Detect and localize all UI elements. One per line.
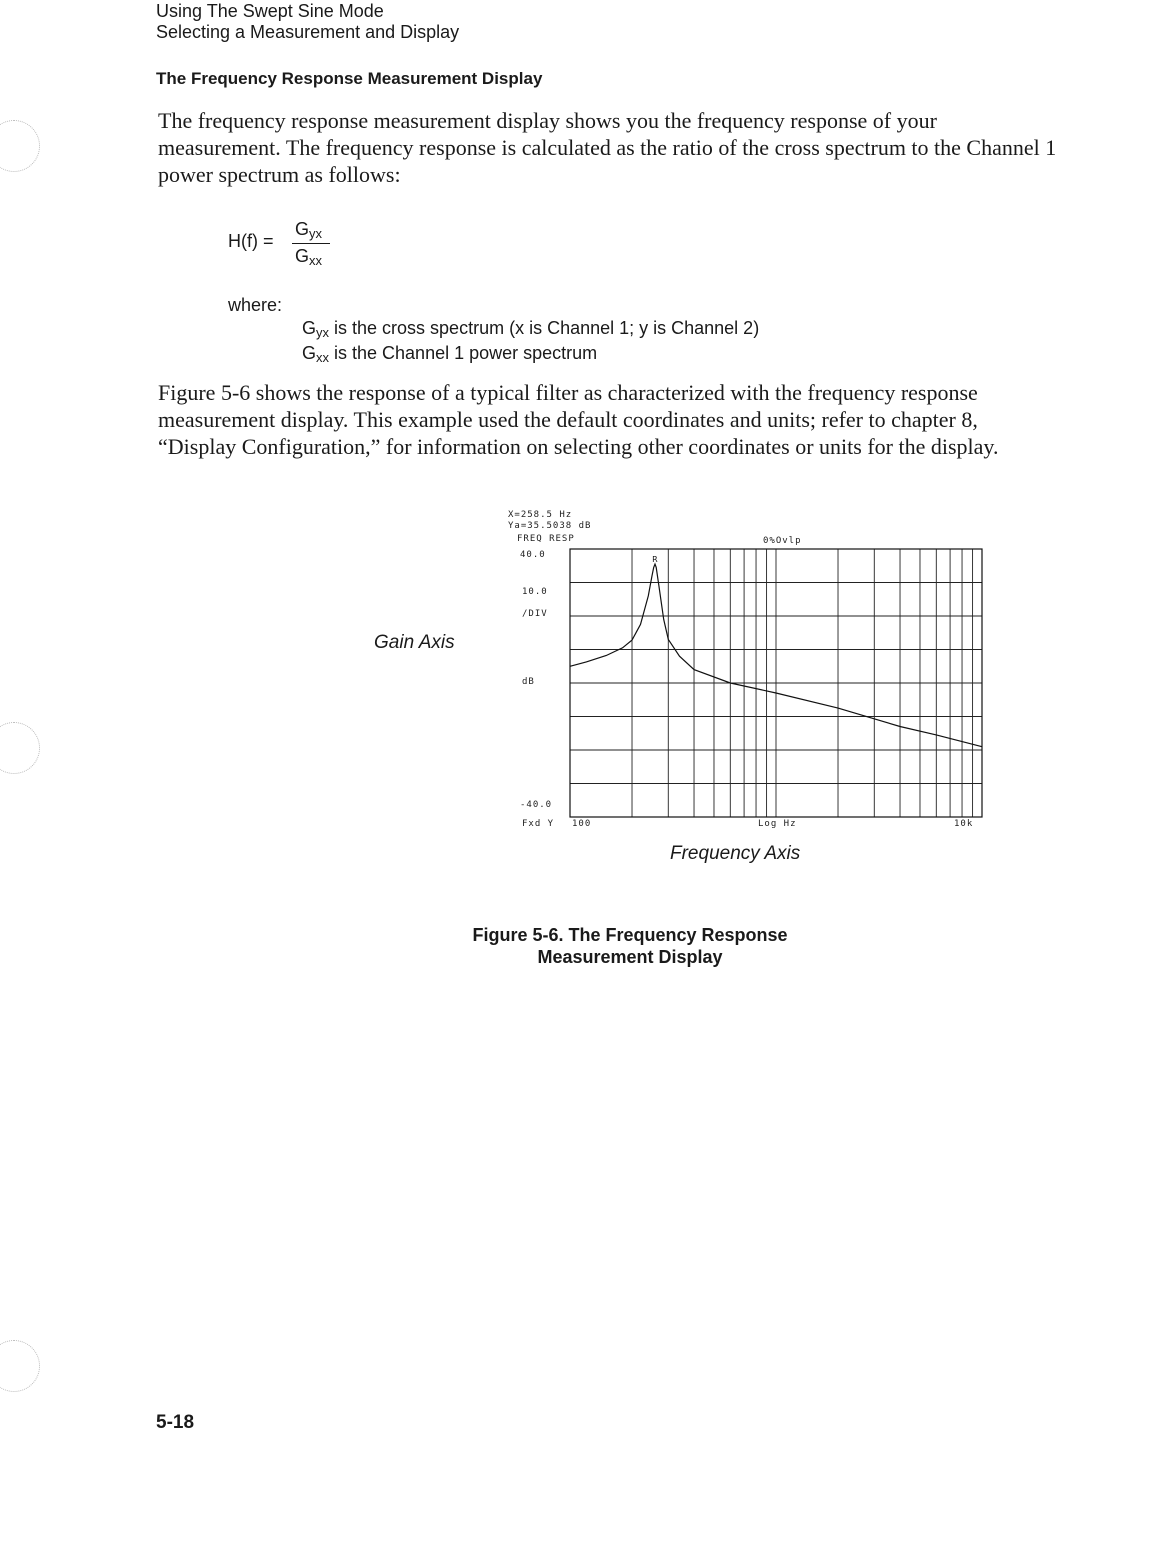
equation-lhs: H(f) = — [228, 231, 274, 251]
running-header-section: Selecting a Measurement and Display — [156, 22, 460, 42]
marker-glyph: R — [652, 555, 658, 565]
binder-hole-mark — [0, 1340, 40, 1392]
equation-denominator: $G_{xx}$ — [295, 246, 323, 268]
figure-caption — [430, 924, 830, 968]
gain-axis-callout: Gain Axis — [374, 632, 455, 653]
y-unit-label: dB — [522, 677, 535, 687]
figure-description-paragraph: Figure 5-6 shows the response of a typical filter as characterized with the frequency response measurement display. This example used the default coordinates and units; refer to chapter 8, “Display Configuration,” for information on selecting other coordinates or units for the display. — [158, 380, 999, 459]
definition-gyx: $G_{yx}$ is the cross spectrum (x is Channel 1; y is Channel 2) — [302, 318, 760, 340]
y-mode-label: Fxd Y — [522, 819, 555, 829]
intro-paragraph: The frequency response measurement display shows you the frequency response of your measurement. The frequency response is calculated as the ratio of the cross spectrum to the Channel 1 power spectrum as follows: — [158, 108, 1057, 187]
binder-hole-mark — [0, 722, 40, 774]
marker-y-readout: Ya=35.5038 dB — [508, 521, 592, 531]
y-scale-unit: /DIV — [522, 609, 548, 619]
x-end-label: 10k — [954, 819, 974, 829]
marker-x-readout: X=258.5 Hz — [508, 510, 573, 520]
chart-grid — [570, 549, 982, 817]
figure-caption-line1: Figure 5-6. The Frequency Response — [472, 925, 788, 945]
running-header-chapter: Using The Swept Sine Mode — [156, 1, 384, 21]
binder-hole-mark — [0, 120, 40, 172]
y-bottom-label: -40.0 — [520, 800, 553, 810]
frequency-axis-callout: Frequency Axis — [670, 843, 801, 864]
chart-title: FREQ RESP — [517, 534, 575, 544]
where-label: where: — [228, 295, 283, 315]
x-unit-label: Log Hz — [758, 819, 797, 829]
equation-numerator: $G_{yx}$ — [295, 219, 323, 241]
definition-gxx: $G_{xx}$ is the Channel 1 power spectrum — [302, 343, 598, 365]
y-scale-label: 10.0 — [522, 587, 548, 597]
overload-indicator: 0%Ovlp — [763, 536, 802, 546]
y-top-label: 40.0 — [520, 550, 546, 560]
figure-caption-line2: Measurement Display — [537, 947, 723, 967]
x-start-label: 100 — [572, 819, 592, 829]
frequency-response-chart — [500, 505, 1000, 835]
section-title: The Frequency Response Measurement Display — [156, 69, 543, 88]
page-number: 5-18 — [156, 1412, 195, 1433]
fraction-bar — [292, 243, 330, 244]
